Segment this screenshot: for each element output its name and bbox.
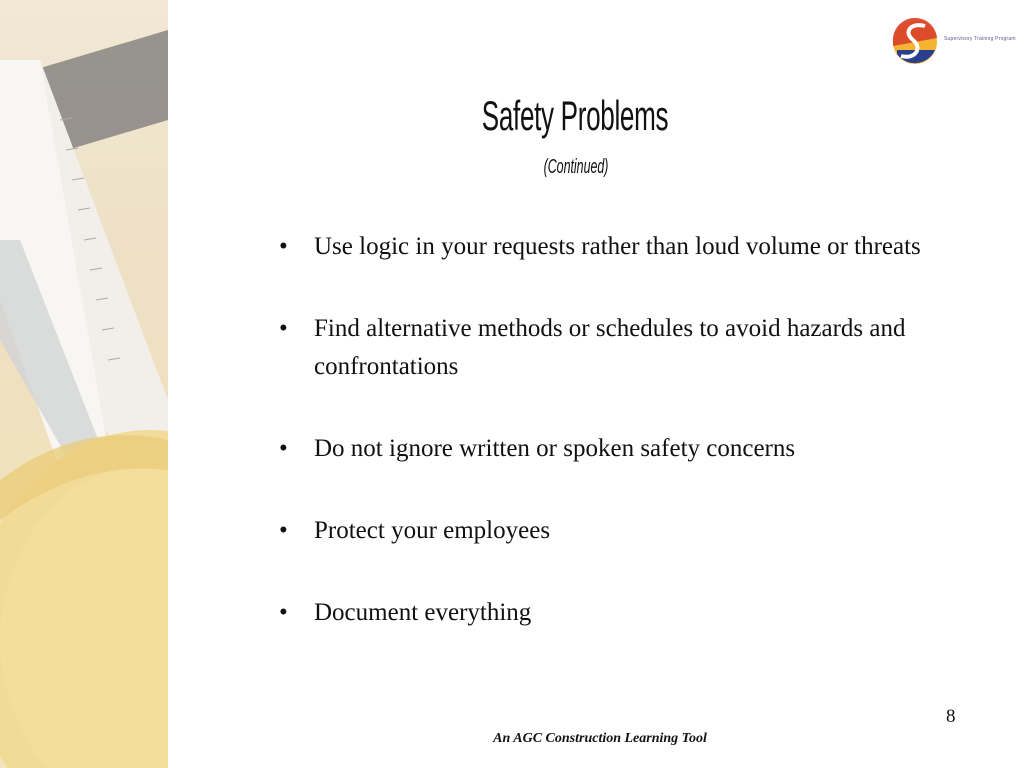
bullet-item: [270, 430, 980, 468]
bullet-dot-icon: •: [279, 315, 288, 342]
bullet-text: Protect your employees: [314, 517, 551, 544]
bullet-item: [270, 594, 980, 632]
bullet-list: [270, 228, 980, 676]
bullet-text: Document everything: [314, 599, 532, 626]
bullet-dot-icon: •: [279, 517, 288, 544]
construction-tools-illustration: [0, 0, 168, 768]
bullet-text: Use logic in your requests rather than loud volume or threats: [314, 233, 921, 260]
footer-text: An AGC Construction Learning Tool: [493, 731, 707, 746]
stp-logo: [889, 16, 1009, 68]
logo-tagline: Supervisory Training Program: [944, 36, 1016, 42]
bullet-item: [270, 310, 980, 386]
bullet-dot-icon: •: [279, 599, 288, 626]
page-number: 8: [946, 706, 956, 727]
bullet-item: [270, 228, 980, 266]
bullet-dot-icon: •: [279, 435, 288, 462]
bullet-dot-icon: •: [279, 233, 288, 260]
bullet-text: Do not ignore written or spoken safety concerns: [314, 435, 796, 462]
side-decorative-image: [0, 0, 168, 768]
stp-logo-mark: [889, 16, 949, 68]
bullet-text: Find alternative methods or schedules to avoid hazards and confrontations: [314, 315, 906, 380]
slide-subtitle: (Continued): [543, 156, 609, 178]
bullet-item: [270, 512, 980, 550]
slide-title: Safety Problems: [481, 92, 669, 139]
